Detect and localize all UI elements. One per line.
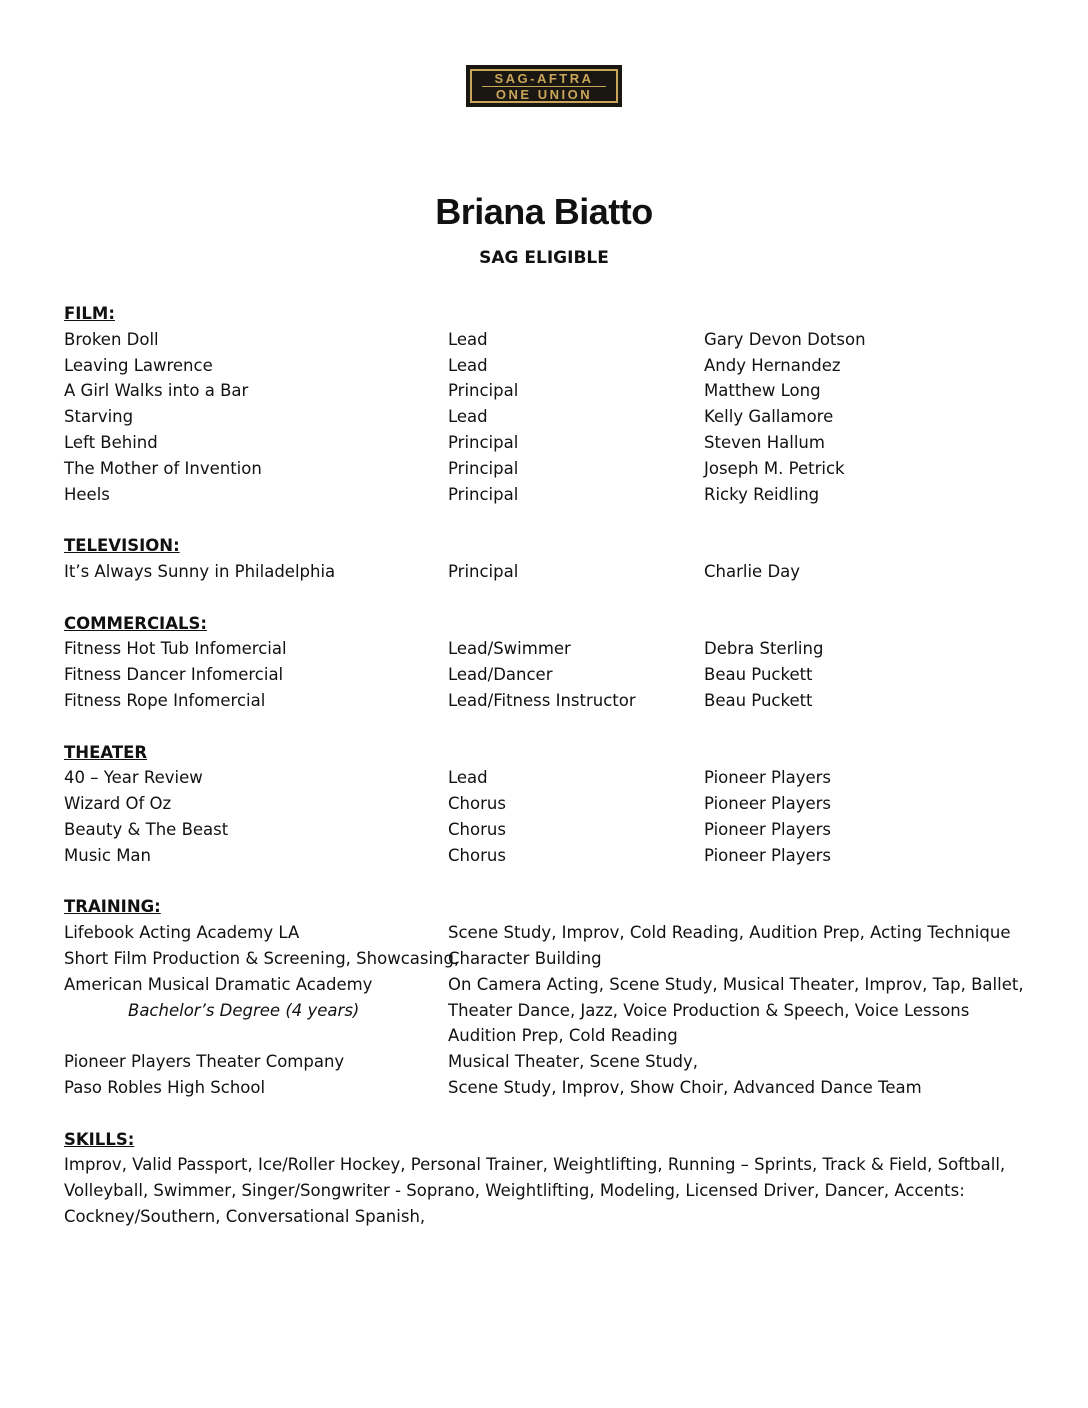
credit-row	[64, 791, 1024, 817]
training-subjects: Scene Study, Improv, Cold Reading, Audition Prep, Acting Technique	[448, 923, 1011, 943]
credit-role: Principal	[448, 561, 519, 581]
theater-heading: THEATER	[64, 742, 148, 762]
credit-row	[64, 688, 1024, 714]
credit-row	[64, 817, 1024, 843]
resume-body	[64, 301, 1024, 1230]
training-school: Short Film Production & Screening, Showcasing,	[64, 948, 460, 968]
union-status: SAG ELIGIBLE	[479, 248, 609, 268]
commercials-heading: COMMERCIALS:	[64, 613, 207, 633]
credit-title: Left Behind	[64, 432, 158, 452]
training-row	[64, 1049, 1024, 1075]
credit-row	[64, 559, 1024, 585]
training-subjects: Musical Theater, Scene Study,	[448, 1052, 699, 1072]
credit-director: Beau Puckett	[704, 690, 813, 710]
credit-row	[64, 636, 1024, 662]
credit-director: Pioneer Players	[704, 819, 831, 839]
training-heading: TRAINING:	[64, 897, 161, 917]
credit-title: The Mother of Invention	[64, 458, 262, 478]
credit-row	[64, 430, 1024, 456]
section-gap	[64, 869, 1024, 895]
credit-title: Wizard Of Oz	[64, 794, 172, 814]
credit-director: Gary Devon Dotson	[704, 329, 866, 349]
training-row	[64, 972, 1024, 998]
credit-role: Principal	[448, 458, 519, 478]
credit-role: Lead/Fitness Instructor	[448, 690, 636, 710]
training-school: American Musical Dramatic Academy	[64, 974, 373, 994]
credit-title: Fitness Hot Tub Infomercial	[64, 639, 287, 659]
logo-line-1: SAG-AFTRA	[494, 70, 594, 86]
training-row	[64, 920, 1024, 946]
credit-role: Lead	[448, 407, 488, 427]
credit-row	[64, 327, 1024, 353]
credit-title: It’s Always Sunny in Philadelphia	[64, 561, 336, 581]
credit-director: Joseph M. Petrick	[704, 458, 845, 478]
credit-role: Lead	[448, 329, 488, 349]
credit-role: Chorus	[448, 819, 506, 839]
credit-director: Matthew Long	[704, 381, 821, 401]
credit-row	[64, 765, 1024, 791]
credit-role: Lead	[448, 768, 488, 788]
training-school: Paso Robles High School	[64, 1077, 266, 1097]
credit-row	[64, 843, 1024, 869]
credit-role: Chorus	[448, 794, 506, 814]
credit-row	[64, 456, 1024, 482]
credit-title: Heels	[64, 484, 110, 504]
section-gap	[64, 714, 1024, 740]
credit-row	[64, 482, 1024, 508]
training-subjects: On Camera Acting, Scene Study, Musical Theater, Improv, Tap, Ballet,	[448, 974, 1024, 994]
credit-title: Broken Doll	[64, 329, 159, 349]
credit-director: Andy Hernandez	[704, 355, 841, 375]
television-heading: TELEVISION:	[64, 536, 180, 556]
training-row	[64, 1023, 1024, 1049]
training-degree: Bachelor’s Degree (4 years)	[128, 1000, 360, 1020]
training-school: Lifebook Acting Academy LA	[64, 923, 300, 943]
credit-title: A Girl Walks into a Bar	[64, 381, 249, 401]
actor-name: Briana Biatto	[435, 191, 653, 232]
training-row	[64, 946, 1024, 972]
skills-line: Volleyball, Swimmer, Singer/Songwriter - Soprano, Weightlifting, Modeling, Licensed Driver, Dancer, Accents:	[64, 1181, 965, 1201]
credit-row	[64, 404, 1024, 430]
section-gap	[64, 585, 1024, 611]
logo-line-2: ONE UNION	[495, 86, 593, 102]
section-gap	[64, 507, 1024, 533]
credit-director: Pioneer Players	[704, 845, 831, 865]
credit-director: Pioneer Players	[704, 794, 831, 814]
credit-title: Music Man	[64, 845, 151, 865]
logo-frame	[470, 69, 618, 103]
training-subjects: Character Building	[448, 948, 602, 968]
credit-title: 40 – Year Review	[64, 768, 203, 788]
section-gap	[64, 1101, 1024, 1127]
credit-director: Debra Sterling	[704, 639, 824, 659]
credit-director: Steven Hallum	[704, 432, 825, 452]
film-heading: FILM:	[64, 304, 115, 323]
credit-role: Lead/Swimmer	[448, 639, 571, 659]
credit-title: Leaving Lawrence	[64, 355, 213, 375]
training-school: Pioneer Players Theater Company	[64, 1052, 345, 1072]
credit-title: Beauty & The Beast	[64, 819, 229, 839]
credit-title: Fitness Dancer Infomercial	[64, 665, 284, 685]
training-subjects: Audition Prep, Cold Reading	[448, 1026, 678, 1046]
skills-line: Improv, Valid Passport, Ice/Roller Hockey, Personal Trainer, Weightlifting, Running – Sprints, Track & Field, Softball,	[64, 1155, 1006, 1175]
credit-director: Kelly Gallamore	[704, 407, 834, 427]
skills-heading: SKILLS:	[64, 1129, 135, 1149]
training-subjects: Theater Dance, Jazz, Voice Production & Speech, Voice Lessons	[448, 1000, 970, 1020]
training-row	[64, 998, 1024, 1024]
credit-role: Principal	[448, 381, 519, 401]
credit-role: Lead	[448, 355, 488, 375]
credit-director: Pioneer Players	[704, 768, 831, 788]
credit-row	[64, 662, 1024, 688]
training-subjects: Scene Study, Improv, Show Choir, Advanced Dance Team	[448, 1077, 922, 1097]
credit-director: Ricky Reidling	[704, 484, 820, 504]
credit-title: Fitness Rope Infomercial	[64, 690, 266, 710]
credit-role: Chorus	[448, 845, 506, 865]
credit-director: Charlie Day	[704, 561, 801, 581]
credit-role: Lead/Dancer	[448, 665, 553, 685]
skills-line: Cockney/Southern, Conversational Spanish,	[64, 1206, 426, 1226]
credit-row	[64, 353, 1024, 379]
credit-director: Beau Puckett	[704, 665, 813, 685]
training-row	[64, 1075, 1024, 1101]
credit-title: Starving	[64, 407, 134, 427]
sag-aftra-logo	[466, 65, 622, 107]
credit-role: Principal	[448, 432, 519, 452]
credit-role: Principal	[448, 484, 519, 504]
credit-row	[64, 378, 1024, 404]
